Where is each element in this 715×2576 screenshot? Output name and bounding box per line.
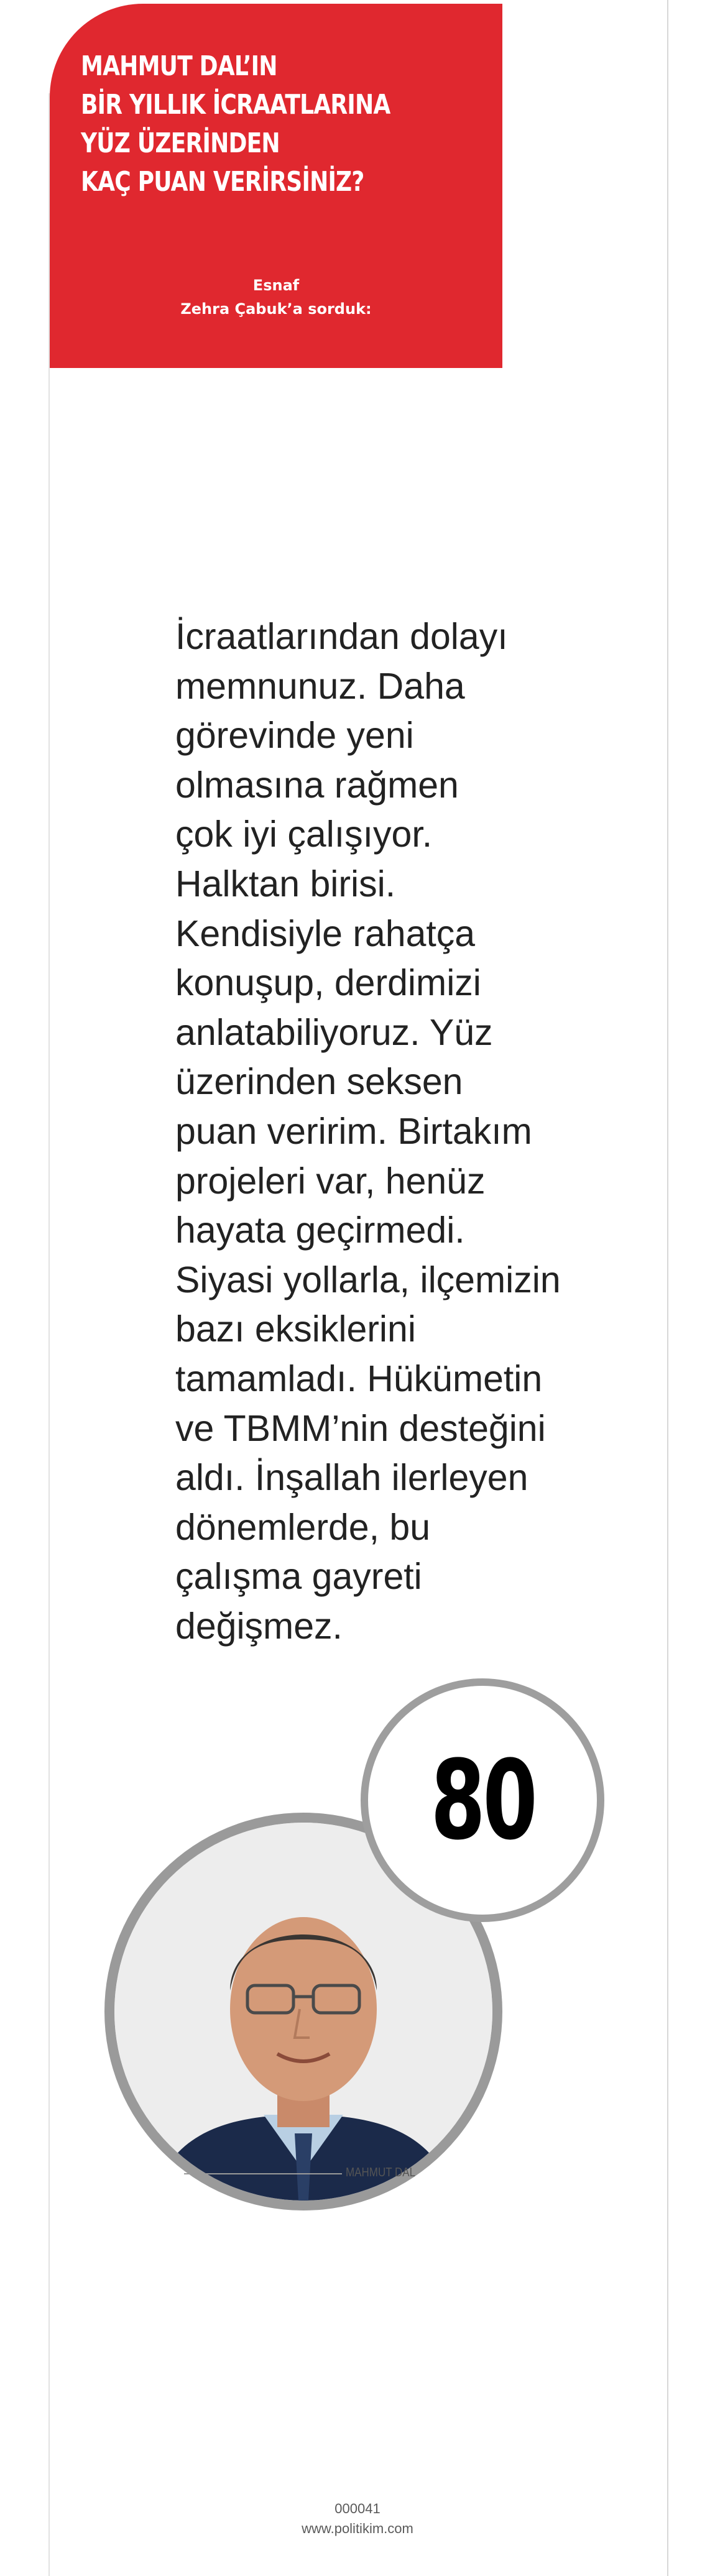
- page-number: 000041: [334, 2501, 381, 2516]
- quote-line: tamamladı. Hükümetin: [175, 1358, 543, 1399]
- byline: [50, 274, 502, 321]
- score-badge: [361, 1678, 604, 1922]
- right-column-rule: [667, 0, 668, 2576]
- quote-text: [175, 612, 573, 1651]
- headline: [81, 47, 407, 201]
- score-badge-inner: [368, 1686, 597, 1915]
- quote-line: Halktan birisi.: [175, 863, 396, 904]
- photo-caption: MAHMUT DAL: [346, 2166, 416, 2179]
- quote-line: aldı. İnşallah ilerleyen: [175, 1457, 528, 1499]
- quote-line: değişmez.: [175, 1605, 343, 1647]
- headline-line: YÜZ ÜZERİNDEN: [81, 127, 280, 159]
- quote-line: üzerinden seksen: [175, 1061, 463, 1103]
- page-footer: [0, 2499, 715, 2539]
- quote-line: memnunuz. Daha: [175, 665, 465, 707]
- headline-line: KAÇ PUAN VERİRSİNİZ?: [81, 166, 364, 198]
- quote-line: bazı eksiklerini: [175, 1309, 416, 1350]
- score-value: 80: [430, 1736, 535, 1864]
- left-column-rule: [48, 93, 50, 2576]
- quote-line: hayata geçirmedi.: [175, 1210, 465, 1251]
- quote-line: puan veririm. Birtakım: [175, 1110, 532, 1152]
- byline-role: Esnaf: [252, 277, 300, 294]
- quote-line: olmasına rağmen: [175, 764, 459, 806]
- caption-divider: [184, 2173, 342, 2174]
- quote-line: anlatabiliyoruz. Yüz: [175, 1011, 493, 1053]
- website-link[interactable]: www.politikim.com: [302, 2521, 413, 2536]
- quote-line: çalışma gayreti: [175, 1556, 422, 1598]
- quote-line: İcraatlarından dolayı: [175, 616, 508, 657]
- quote-line: çok iyi çalışıyor.: [175, 814, 433, 855]
- quote-line: görevinde yeni: [175, 715, 414, 757]
- byline-name: Zehra Çabuk’a sorduk:: [180, 300, 372, 318]
- quote-line: dönemlerde, bu: [175, 1506, 431, 1548]
- headline-line: BİR YILLIK İCRAATLARINA: [81, 89, 390, 121]
- quote-line: Kendisiyle rahatça: [175, 913, 476, 954]
- quote-line: projeleri var, henüz: [175, 1160, 486, 1202]
- quote-line: ve TBMM’nin desteğini: [175, 1407, 546, 1449]
- headline-line: MAHMUT DAL’IN: [81, 50, 277, 82]
- quote-line: Siyasi yollarla, ilçemizin: [175, 1259, 561, 1300]
- quote-line: konuşup, derdimizi: [175, 962, 481, 1004]
